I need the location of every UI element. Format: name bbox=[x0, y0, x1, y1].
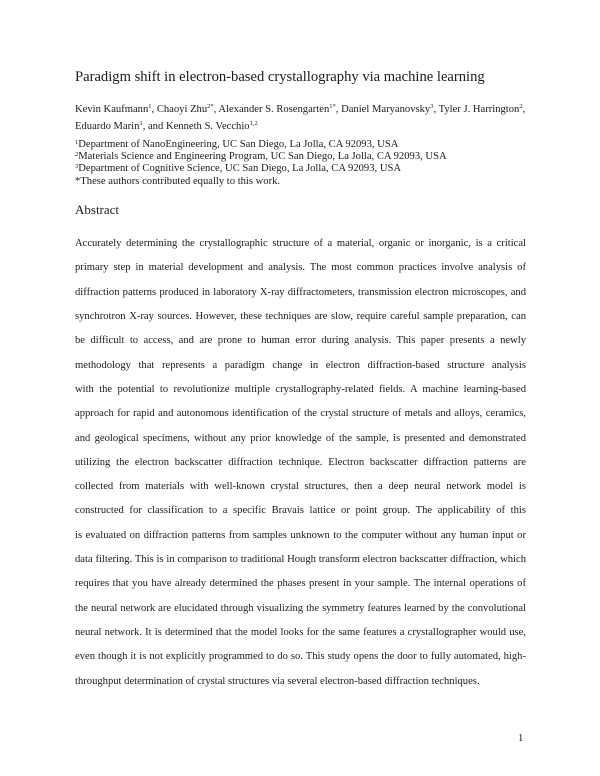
author-name: Eduardo Marin bbox=[75, 121, 140, 132]
author-name: Kevin Kaufmann bbox=[75, 104, 149, 115]
abstract-line: primary step in material development and analysis. The most common practices involve analysis of bbox=[75, 262, 526, 274]
affiliation-mark: 1 bbox=[75, 139, 79, 146]
affiliation-mark: 2 bbox=[75, 151, 79, 159]
author-affiliation-mark: 1* bbox=[329, 103, 336, 110]
author-affiliation-mark: 2 bbox=[519, 103, 523, 110]
author-name: Kenneth S. Vecchio bbox=[165, 121, 250, 132]
affiliation-text: Materials Science and Engineering Program, UC San Diego, La Jolla, CA 92093, USA bbox=[78, 151, 447, 163]
abstract-line: neural network. It is determined that the model looks for the same features a crystallographer would use, bbox=[75, 627, 526, 638]
affiliation-list bbox=[75, 139, 545, 188]
author-line-2 bbox=[75, 118, 545, 135]
author-separator: , bbox=[433, 104, 439, 115]
author-separator: , bbox=[213, 104, 219, 115]
abstract-line: approach for rapid and autonomous identification of the crystal structure of metals and alloys, ceramics, bbox=[75, 408, 526, 420]
page-number: 1 bbox=[518, 733, 524, 744]
abstract-line: be difficult to access, and are prone to human error during analysis. This paper presents a newly bbox=[75, 335, 526, 347]
affiliation-text: Department of NanoEngineering, UC San Diego, La Jolla, CA 92093, USA bbox=[78, 139, 399, 150]
affiliation bbox=[75, 163, 545, 175]
author-affiliation-mark: 1,2 bbox=[249, 120, 258, 127]
author-affiliation-mark: 3 bbox=[430, 103, 434, 110]
abstract-line: utilizing the electron backscatter diffraction technique. Electron backscatter diffraction patterns are bbox=[75, 456, 526, 468]
abstract-heading: Abstract bbox=[75, 202, 120, 217]
affiliation-text: Department of Cognitive Science, UC San Diego, La Jolla, CA 92093, USA bbox=[78, 163, 402, 175]
paper-title: Paradigm shift in electron-based crystallography via machine learning bbox=[75, 69, 485, 85]
abstract-line: data filtering. This is in comparison to traditional Hough transform electron backscatter diffraction, which bbox=[75, 554, 526, 566]
author-name: Chaoyi Zhu bbox=[156, 104, 208, 115]
author-separator: , bbox=[335, 104, 342, 115]
author-affiliation-mark: 2* bbox=[207, 103, 214, 110]
affiliation bbox=[75, 139, 545, 151]
abstract-body bbox=[75, 232, 526, 694]
abstract-line: methodology that represents a paradigm change in electron diffraction-based structure analysis bbox=[75, 359, 526, 371]
author-affiliation-mark: 1 bbox=[139, 120, 143, 127]
abstract-line: Accurately determining the crystallographic structure of a material, organic or inorganic, is a critical bbox=[75, 238, 526, 249]
abstract-line: collected from materials with well-known crystal structures, then a deep neural network model is bbox=[75, 481, 526, 493]
affiliation bbox=[75, 151, 545, 163]
abstract-line: the neural network are elucidated through visualizing the symmetry features learned by the convolutional bbox=[75, 602, 526, 614]
abstract-line: constructed for classification to a specific Bravais lattice or point group. The applicability of this bbox=[75, 505, 526, 517]
author-name: Tyler J. Harrington bbox=[438, 104, 520, 115]
author-list bbox=[75, 101, 545, 135]
author-separator: , bbox=[151, 104, 157, 115]
author-line-1 bbox=[75, 101, 545, 118]
author-separator: , bbox=[522, 104, 526, 115]
abstract-line: even though it is not explicitly programmed to do so. This study opens the door to fully automated, high- bbox=[75, 651, 526, 663]
abstract-line: synchrotron X-ray sources. However, these techniques are slow, require careful sample preparation, can bbox=[75, 310, 526, 322]
author-name: Daniel Maryanovsky bbox=[341, 104, 431, 115]
author-affiliation-mark: 1 bbox=[148, 103, 152, 110]
abstract-line: requires that you have already determined the phases present in your sample. The internal operations of bbox=[75, 578, 526, 590]
author-name: Alexander S. Rosengarten bbox=[218, 104, 330, 115]
abstract-line: diffraction patterns produced in laboratory X-ray diffractometers, transmission electron microscopes, and bbox=[75, 286, 526, 298]
abstract-line: is evaluated on diffraction patterns from samples unknown to the computer without any human input or bbox=[75, 529, 526, 541]
equal-contribution-note: *These authors contributed equally to this work. bbox=[75, 175, 281, 187]
abstract-line: and geological specimens, without any prior knowledge of the sample, is presented and demonstrated bbox=[75, 432, 526, 444]
author-separator: , and bbox=[142, 121, 166, 132]
abstract-line: throughput determination of crystal structures via several electron-based diffraction techniques. bbox=[75, 675, 480, 687]
abstract-line: with the potential to revolutionize multiple crystallography-related fields. A machine learning-based bbox=[75, 383, 526, 395]
affiliation-mark: 3 bbox=[75, 163, 79, 171]
